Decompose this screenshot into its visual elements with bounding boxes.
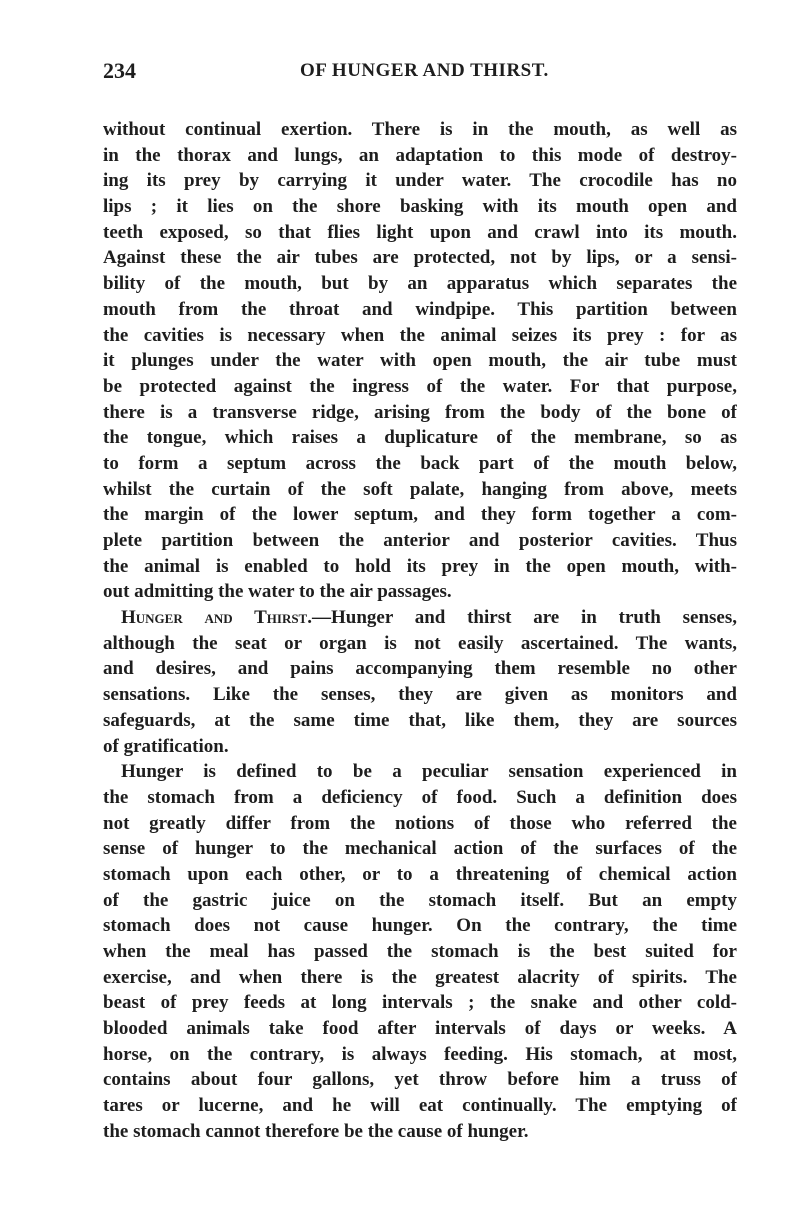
text-line: when the meal has passed the stomach is the best suited for [103, 941, 737, 962]
page-number: 234 [103, 58, 136, 83]
text-line: the cavities is necessary when the animal seizes its prey : for as [103, 324, 737, 346]
page-header [103, 58, 737, 88]
text-line: to form a septum across the back part of the mouth below, [103, 452, 737, 474]
text-line: teeth exposed, so that flies light upon and crawl into its mouth. [103, 221, 737, 243]
running-title: OF HUNGER AND THIRST. [300, 60, 549, 81]
text-line: horse, on the contrary, is always feeding. His stomach, at most, [103, 1043, 737, 1065]
text-line: sensations. Like the senses, they are given as monitors and [103, 684, 737, 706]
text-line: of gratification. [103, 735, 229, 757]
body-text [103, 117, 737, 1145]
text-line: lips ; it lies on the shore basking with its mouth open and [103, 196, 737, 218]
text-line: the animal is enabled to hold its prey in the open mouth, with- [103, 555, 737, 577]
text-line: the stomach cannot therefore be the cause of hunger. [103, 1120, 529, 1142]
text-line: out admitting the water to the air passages. [103, 581, 452, 603]
text-line: beast of prey feeds at long intervals ; the snake and other cold- [103, 992, 737, 1014]
text-line: ing its prey by carrying it under water. The crocodile has no [103, 170, 737, 192]
text-line: bility of the mouth, but by an apparatus which separates the [103, 273, 737, 295]
text-line: of the gastric juice on the stomach itself. But an empty [103, 889, 737, 911]
text-line: and desires, and pains accompanying them resemble no other [103, 658, 737, 680]
text-line: whilst the curtain of the soft palate, hanging from above, meets [103, 478, 737, 500]
text-line: the tongue, which raises a duplicature of the membrane, so as [103, 427, 737, 449]
text-line: the margin of the lower septum, and they form together a com- [103, 504, 737, 526]
text-line: be protected against the ingress of the water. For that purpose, [103, 375, 737, 397]
text-line: contains about four gallons, yet throw before him a truss of [103, 1069, 737, 1091]
text-line: stomach does not cause hunger. On the contrary, the time [103, 915, 737, 937]
text-line: the stomach from a deficiency of food. Such a definition does [103, 786, 737, 808]
text-line: tares or lucerne, and he will eat continually. The emptying of [103, 1095, 737, 1117]
text-line: not greatly differ from the notions of those who referred the [103, 812, 737, 834]
text-line: sense of hunger to the mechanical action of the surfaces of the [103, 838, 737, 860]
text-line: safeguards, at the same time that, like them, they are sources [103, 709, 737, 731]
line-text: —Hunger and thirst are in truth senses, [311, 607, 737, 629]
text-line: stomach upon each other, or to a threatening of chemical action [103, 863, 737, 885]
text-line: there is a transverse ridge, arising from the body of the bone of [103, 401, 737, 423]
text-line: blooded animals take food after intervals of days or weeks. A [103, 1018, 737, 1040]
text-line: it plunges under the water with open mouth, the air tube must [103, 350, 737, 372]
text-line: plete partition between the anterior and posterior cavities. Thus [103, 530, 737, 551]
text-line: in the thorax and lungs, an adaptation to this mode of destroy- [103, 144, 737, 166]
text-line: although the seat or organ is not easily ascertained. The wants, [103, 632, 737, 654]
text-line: without continual exertion. There is in the mouth, as well as [103, 119, 737, 140]
text-line [103, 605, 737, 631]
text-line: Against these the air tubes are protected, not by lips, or a sensi- [103, 247, 737, 269]
text-line: exercise, and when there is the greatest alacrity of spirits. The [103, 966, 737, 988]
text-line: mouth from the throat and windpipe. This partition between [103, 298, 737, 320]
text-line: Hunger is defined to be a peculiar sensation experienced in [121, 761, 737, 783]
section-heading: Hunger and Thirst. [121, 607, 312, 629]
